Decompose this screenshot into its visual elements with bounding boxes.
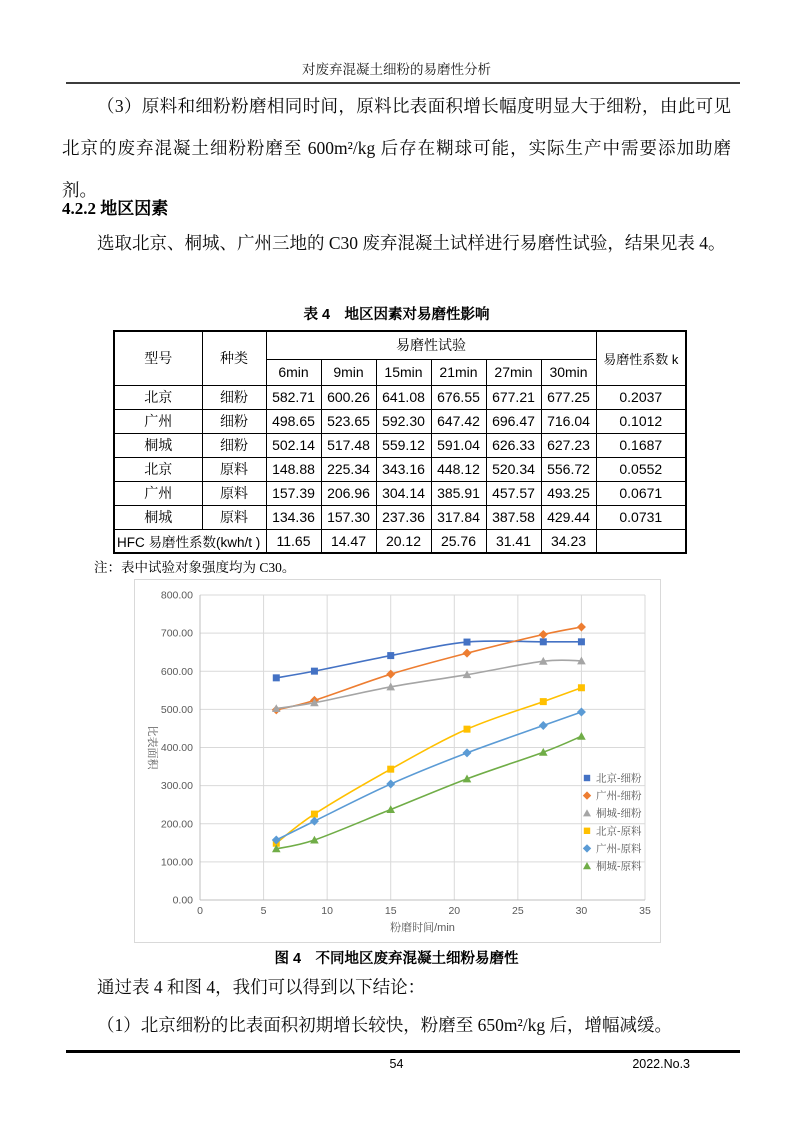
chart-label: 700.00 bbox=[160, 627, 193, 640]
cell-kind: 细粉 bbox=[202, 385, 266, 409]
header-minute: 6min bbox=[266, 359, 321, 385]
data-point-marker bbox=[386, 780, 395, 789]
cell-value: 493.25 bbox=[541, 481, 596, 505]
cell-value: 677.21 bbox=[486, 385, 541, 409]
cell-value: 14.47 bbox=[321, 529, 376, 553]
header-minute: 21min bbox=[431, 359, 486, 385]
series-line bbox=[276, 712, 581, 840]
series-line bbox=[276, 641, 581, 678]
paragraph-point-3: （3）原料和细粉粉磨相同时间，原料比表面积增长幅度明显大于细粉，由此可见北京的废弃混凝土细粉粉磨至 600m²/kg 后存在糊球可能，实际生产中需要添加助磨剂。 bbox=[62, 96, 731, 200]
cell-value: 627.23 bbox=[541, 433, 596, 457]
section-heading-4-2-2: 4.2.2 地区因素 bbox=[62, 199, 169, 218]
data-point-marker bbox=[464, 726, 471, 733]
cell-value: 157.39 bbox=[266, 481, 321, 505]
cell-k: 0.1687 bbox=[596, 433, 686, 457]
header-minute: 15min bbox=[376, 359, 431, 385]
data-point-marker bbox=[311, 668, 318, 675]
cell-k: 0.0552 bbox=[596, 457, 686, 481]
data-point-marker bbox=[578, 638, 585, 645]
table-row-hfc bbox=[114, 529, 686, 553]
series-line bbox=[276, 736, 581, 848]
cell-value: 626.33 bbox=[486, 433, 541, 457]
cell-kind: 细粉 bbox=[202, 433, 266, 457]
header-minute: 27min bbox=[486, 359, 541, 385]
chart-label: 300.00 bbox=[160, 780, 193, 793]
y-axis-title: 比表面积 bbox=[146, 725, 158, 770]
cell-value: 31.41 bbox=[486, 529, 541, 553]
chart-label: 5 bbox=[260, 905, 267, 917]
series-line bbox=[276, 627, 581, 710]
cell-value: 502.14 bbox=[266, 433, 321, 457]
cell-region: 北京 bbox=[114, 385, 202, 409]
cell-value: 517.48 bbox=[321, 433, 376, 457]
cell-value: 582.71 bbox=[266, 385, 321, 409]
header-group-grindability-test: 易磨性试验 bbox=[266, 331, 596, 359]
chart-svg bbox=[135, 580, 660, 942]
cell-value: 448.12 bbox=[431, 457, 486, 481]
data-point-marker bbox=[584, 775, 590, 781]
cell-k-empty bbox=[596, 529, 686, 553]
line-chart bbox=[134, 579, 661, 943]
table-row bbox=[114, 481, 686, 505]
chart-label: 100.00 bbox=[160, 856, 193, 869]
cell-value: 641.08 bbox=[376, 385, 431, 409]
cell-value: 429.44 bbox=[541, 505, 596, 529]
legend-label: 北京-细粉 bbox=[596, 772, 642, 785]
cell-hfc-label: HFC 易磨性系数(kwh/t ) bbox=[114, 529, 266, 553]
cell-kind: 细粉 bbox=[202, 409, 266, 433]
header-model: 型号 bbox=[114, 331, 202, 385]
data-point-marker bbox=[463, 748, 472, 757]
series-line bbox=[276, 688, 581, 843]
footer-divider bbox=[66, 1050, 740, 1053]
chart-label: 30 bbox=[575, 905, 588, 917]
issue-label: 2022.No.3 bbox=[632, 1057, 690, 1071]
cell-value: 523.65 bbox=[321, 409, 376, 433]
legend-label: 桐城-细粉 bbox=[596, 807, 642, 820]
x-axis-title: 粉磨时间/min bbox=[390, 922, 455, 934]
cell-value: 157.30 bbox=[321, 505, 376, 529]
series-1 bbox=[272, 623, 586, 715]
table-row bbox=[114, 385, 686, 409]
table-row bbox=[114, 457, 686, 481]
series-0 bbox=[273, 638, 585, 681]
cell-value: 237.36 bbox=[376, 505, 431, 529]
cell-value: 716.04 bbox=[541, 409, 596, 433]
header-grindability-coefficient: 易磨性系数 k bbox=[596, 331, 686, 385]
chart-label: 200.00 bbox=[160, 818, 193, 831]
chart-label: 15 bbox=[384, 905, 397, 917]
cell-region: 北京 bbox=[114, 457, 202, 481]
chart-label: 800.00 bbox=[160, 589, 193, 602]
data-point-marker bbox=[463, 649, 472, 658]
chart-label: 25 bbox=[512, 905, 524, 917]
cell-value: 304.14 bbox=[376, 481, 431, 505]
data-point-marker bbox=[311, 811, 318, 818]
data-point-marker bbox=[577, 623, 586, 632]
cell-region: 桐城 bbox=[114, 505, 202, 529]
cell-value: 387.58 bbox=[486, 505, 541, 529]
cell-kind: 原料 bbox=[202, 481, 266, 505]
series-line bbox=[276, 660, 581, 708]
cell-value: 676.55 bbox=[431, 385, 486, 409]
data-point-marker bbox=[387, 766, 394, 773]
table-4 bbox=[113, 330, 687, 554]
header-minute: 30min bbox=[541, 359, 596, 385]
cell-value: 520.34 bbox=[486, 457, 541, 481]
cell-region: 广州 bbox=[114, 409, 202, 433]
running-head: 对废弃混凝土细粉的易磨性分析 bbox=[302, 62, 491, 77]
series-5 bbox=[272, 732, 586, 852]
legend-label: 北京-原料 bbox=[596, 825, 642, 838]
table-row bbox=[114, 433, 686, 457]
cell-value: 556.72 bbox=[541, 457, 596, 481]
page-number: 54 bbox=[389, 1057, 404, 1071]
data-point-marker bbox=[577, 732, 586, 740]
cell-value: 206.96 bbox=[321, 481, 376, 505]
data-point-marker bbox=[387, 652, 394, 659]
chart-label: 400.00 bbox=[160, 742, 193, 754]
data-point-marker bbox=[578, 684, 585, 691]
table-row bbox=[114, 409, 686, 433]
cell-kind: 原料 bbox=[202, 505, 266, 529]
data-point-marker bbox=[583, 844, 591, 852]
data-point-marker bbox=[273, 674, 280, 681]
table-row bbox=[114, 505, 686, 529]
data-point-marker bbox=[583, 809, 591, 816]
cell-value: 343.16 bbox=[376, 457, 431, 481]
cell-region: 桐城 bbox=[114, 433, 202, 457]
paragraph-conclusion-1: （1）北京细粉的比表面积初期增长较快，粉磨至 650m²/kg 后，增幅减缓。 bbox=[97, 1015, 672, 1035]
figure-caption: 图 4 不同地区废弃混凝土细粉易磨性 bbox=[274, 951, 519, 967]
data-point-marker bbox=[539, 630, 548, 639]
chart-legend bbox=[583, 775, 591, 869]
cell-value: 20.12 bbox=[376, 529, 431, 553]
data-point-marker bbox=[464, 639, 471, 646]
cell-value: 457.57 bbox=[486, 481, 541, 505]
cell-value: 25.76 bbox=[431, 529, 486, 553]
cell-value: 317.84 bbox=[431, 505, 486, 529]
header-minute: 9min bbox=[321, 359, 376, 385]
cell-value: 647.42 bbox=[431, 409, 486, 433]
data-point-marker bbox=[539, 721, 548, 730]
cell-kind: 原料 bbox=[202, 457, 266, 481]
chart-label: 20 bbox=[448, 905, 461, 917]
cell-value: 498.65 bbox=[266, 409, 321, 433]
data-point-marker bbox=[577, 707, 586, 716]
cell-value: 34.23 bbox=[541, 529, 596, 553]
table-4-title: 表 4 地区因素对易磨性影响 bbox=[303, 307, 490, 323]
cell-k: 0.2037 bbox=[596, 385, 686, 409]
cell-region: 广州 bbox=[114, 481, 202, 505]
header-kind: 种类 bbox=[202, 331, 266, 385]
cell-value: 592.30 bbox=[376, 409, 431, 433]
cell-value: 559.12 bbox=[376, 433, 431, 457]
data-point-marker bbox=[540, 638, 547, 645]
cell-value: 600.26 bbox=[321, 385, 376, 409]
cell-value: 11.65 bbox=[266, 529, 321, 553]
cell-value: 134.36 bbox=[266, 505, 321, 529]
chart-label: 600.00 bbox=[160, 665, 193, 678]
series-3 bbox=[273, 684, 585, 846]
header-divider bbox=[66, 82, 740, 84]
cell-k: 0.1012 bbox=[596, 409, 686, 433]
legend-label: 广州-细粉 bbox=[596, 790, 642, 803]
chart-label: 35 bbox=[639, 905, 651, 917]
chart-label: 0 bbox=[197, 905, 203, 917]
table-note: 注：表中试验对象强度均为 C30。 bbox=[94, 560, 296, 575]
chart-label: 500.00 bbox=[160, 703, 193, 716]
chart-label: 0.00 bbox=[172, 894, 193, 907]
data-point-marker bbox=[583, 791, 591, 799]
cell-value: 225.34 bbox=[321, 457, 376, 481]
cell-value: 591.04 bbox=[431, 433, 486, 457]
cell-value: 677.25 bbox=[541, 385, 596, 409]
data-point-marker bbox=[584, 828, 590, 834]
legend-label: 广州-原料 bbox=[596, 842, 642, 855]
paragraph-conclusion-intro: 通过表 4 和图 4，我们可以得到以下结论： bbox=[97, 977, 426, 997]
cell-value: 148.88 bbox=[266, 457, 321, 481]
cell-value: 385.91 bbox=[431, 481, 486, 505]
data-point-marker bbox=[540, 698, 547, 705]
cell-value: 696.47 bbox=[486, 409, 541, 433]
legend-label: 桐城-原料 bbox=[596, 860, 642, 873]
chart-label: 10 bbox=[321, 905, 333, 917]
paragraph-intro: 选取北京、桐城、广州三地的 C30 废弃混凝土试样进行易磨性试验，结果见表 4。 bbox=[97, 233, 726, 253]
cell-k: 0.0731 bbox=[596, 505, 686, 529]
cell-k: 0.0671 bbox=[596, 481, 686, 505]
data-point-marker bbox=[583, 862, 591, 869]
